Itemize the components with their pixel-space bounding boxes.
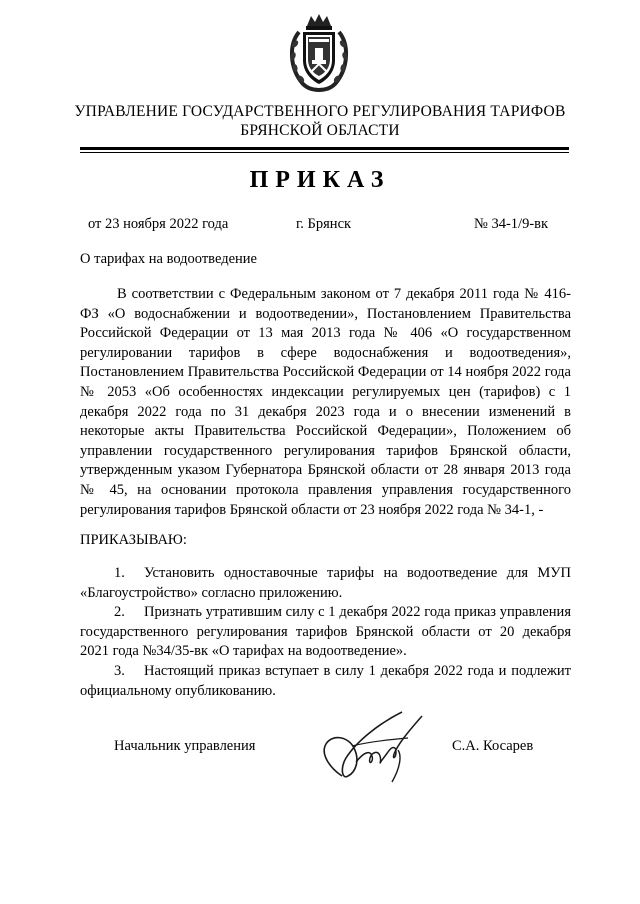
order-word: ПРИКАЗЫВАЮ: bbox=[80, 532, 187, 548]
signatory-position: Начальник управления bbox=[114, 738, 256, 754]
document-subject: О тарифах на водоотведение bbox=[80, 251, 257, 267]
document-number: № 34-1/9-вк bbox=[474, 216, 549, 232]
organization-name-line1: УПРАВЛЕНИЕ ГОСУДАРСТВЕННОГО РЕГУЛИРОВАНИЯ ТАРИФОВ bbox=[74, 103, 566, 120]
document-title: ПРИКАЗ bbox=[249, 167, 391, 193]
organization-name-line2: БРЯНСКОЙ ОБЛАСТИ bbox=[240, 122, 400, 139]
document-date: от 23 ноября 2022 года bbox=[88, 216, 229, 232]
signatory-name: С.А. Косарев bbox=[452, 738, 534, 754]
order-item bbox=[80, 603, 571, 662]
document-city: г. Брянск bbox=[296, 216, 352, 232]
order-item-number: 2. bbox=[114, 604, 125, 621]
order-item bbox=[80, 564, 571, 603]
order-item-number: 3. bbox=[114, 662, 125, 679]
order-items bbox=[80, 564, 571, 701]
header-rule-thin bbox=[80, 152, 569, 153]
order-item-number: 1. bbox=[114, 565, 125, 581]
preamble-paragraph: В соответствии с Федеральным законом от 7 декабря 2011 года № 416-ФЗ «О водоснабжении и водоотведении», Постановлением Правительства Российской Федерации от 13 мая 2013 года № 406 «О государственном регулировании тарифов в сфере водоснабжения и водоотведения», Постановлением Правительства Российской Федерации от 14 ноября 2022 года № 2053 «Об особенностях индексации регулируемых цен (тарифов) с 1 декабря 2022 года по 31 декабря 2023 года и о внесении изменений в некоторые акты Правительства Российской Федерации», Положением об управлении государственного регулирования тарифов Брянской области, утвержденным указом Губернатора Брянской области от 28 января 2013 года № 45, на основании протокола правления управления государственного регулирования тарифов Брянской области от 23 ноября 2022 года № 34-1, - bbox=[80, 286, 571, 518]
header-rule-thick bbox=[80, 147, 569, 150]
order-item bbox=[80, 662, 571, 701]
order-item-text: Признать утратившим силу с 1 декабря 2022 года приказ управления государственного регулирования тарифов Брянской области от 20 декабря 2021 года №34/35-вк «О тарифах на водоотведение». bbox=[80, 604, 571, 660]
order-item-text: Настоящий приказ вступает в силу 1 декабря 2022 года и подлежит официальному опубликованию. bbox=[80, 662, 571, 699]
bryansk-coat-of-arms-icon bbox=[285, 10, 353, 94]
handwritten-signature-icon bbox=[312, 706, 440, 786]
order-item-text: Установить одноставочные тарифы на водоотведение для МУП «Благоустройство» согласно приложению. bbox=[80, 565, 571, 601]
